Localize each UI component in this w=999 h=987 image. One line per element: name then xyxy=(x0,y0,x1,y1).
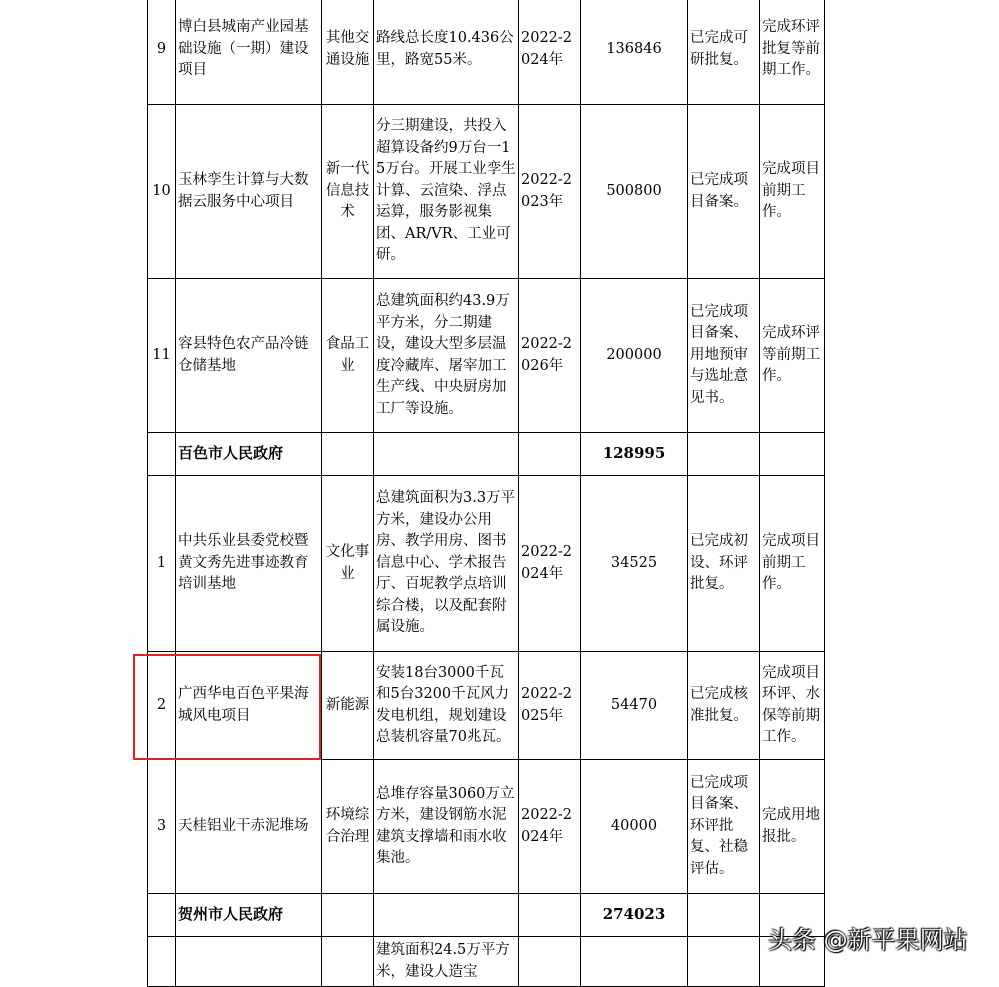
construction-period: 2022-2024年 xyxy=(519,760,581,894)
subtotal-name: 贺州市人民政府 xyxy=(176,894,322,937)
row-number: 11 xyxy=(148,279,176,433)
current-progress: 已完成可研批复。 xyxy=(688,0,760,105)
project-name: 天桂铝业干赤泥堆场 xyxy=(176,760,322,894)
construction-period: 2022-2023年 xyxy=(519,105,581,279)
project-name: 中共乐业县委党校暨黄文秀先进事迹教育培训基地 xyxy=(176,476,322,652)
current-progress: 已完成项目备案、环评批复、社稳评估。 xyxy=(688,760,760,894)
watermark: 头条 @新平果网站 xyxy=(768,926,968,954)
table-row xyxy=(148,760,825,894)
table-row xyxy=(148,279,825,433)
total-investment: 500800 xyxy=(581,105,688,279)
table-row xyxy=(148,937,825,987)
project-name: 玉林孪生计算与大数据云服务中心项目 xyxy=(176,105,322,279)
construction-period: 2022-2024年 xyxy=(519,476,581,652)
project-name: 博白县城南产业园基础设施（一期）建设项目 xyxy=(176,0,322,105)
work-plan: 完成项目前期工作。 xyxy=(760,476,825,652)
project-content: 总建筑面积约43.9万平方米，分二期建设，建设大型多层温度冷藏库、屠宰加工生产线、中央厨房加工厂等设施。 xyxy=(374,279,519,433)
project-content: 总建筑面积为3.3万平方米，建设办公用房、教学用房、图书信息中心、学术报告厅、百坭教学点培训综合楼，以及配套附属设施。 xyxy=(374,476,519,652)
table-row xyxy=(148,105,825,279)
project-category: 文化事业 xyxy=(322,476,374,652)
subtotal-row xyxy=(148,433,825,476)
work-plan: 完成项目环评、水保等前期工作。 xyxy=(760,652,825,760)
current-progress: 已完成初设、环评批复。 xyxy=(688,476,760,652)
table-row xyxy=(148,652,825,760)
work-plan: 完成用地报批。 xyxy=(760,760,825,894)
row-number: 1 xyxy=(148,476,176,652)
work-plan: 完成环评批复等前期工作。 xyxy=(760,0,825,105)
subtotal-row xyxy=(148,894,825,937)
project-table xyxy=(147,0,825,987)
project-category: 新能源 xyxy=(322,652,374,760)
project-name: 广西华电百色平果海城风电项目 xyxy=(176,652,322,760)
table-row xyxy=(148,476,825,652)
subtotal-investment: 128995 xyxy=(581,433,688,476)
project-content: 建筑面积24.5万平方米，建设人造宝 xyxy=(374,937,519,987)
project-category: 新一代信息技术 xyxy=(322,105,374,279)
row-number: 9 xyxy=(148,0,176,105)
total-investment: 40000 xyxy=(581,760,688,894)
current-progress: 已完成项目备案、用地预审与选址意见书。 xyxy=(688,279,760,433)
current-progress: 已完成核准批复。 xyxy=(688,652,760,760)
project-content: 路线总长度10.436公里，路宽55米。 xyxy=(374,0,519,105)
construction-period: 2022-2024年 xyxy=(519,0,581,105)
subtotal-investment: 274023 xyxy=(581,894,688,937)
row-number: 3 xyxy=(148,760,176,894)
project-category: 其他交通设施 xyxy=(322,0,374,105)
project-content: 安装18台3000千瓦和5台3200千瓦风力发电机组，规划建设总装机容量70兆瓦。 xyxy=(374,652,519,760)
row-number: 2 xyxy=(148,652,176,760)
current-progress: 已完成项目备案。 xyxy=(688,105,760,279)
subtotal-name: 百色市人民政府 xyxy=(176,433,322,476)
total-investment: 54470 xyxy=(581,652,688,760)
project-category: 食品工业 xyxy=(322,279,374,433)
project-name: 容县特色农产品冷链仓储基地 xyxy=(176,279,322,433)
table-row xyxy=(148,0,825,105)
total-investment: 34525 xyxy=(581,476,688,652)
project-category: 环境综合治理 xyxy=(322,760,374,894)
total-investment: 136846 xyxy=(581,0,688,105)
work-plan: 完成环评等前期工作。 xyxy=(760,279,825,433)
construction-period: 2022-2025年 xyxy=(519,652,581,760)
project-content: 总堆存容量3060万立方米，建设钢筋水泥建筑支撑墙和雨水收集池。 xyxy=(374,760,519,894)
work-plan: 完成项目前期工作。 xyxy=(760,105,825,279)
row-number: 10 xyxy=(148,105,176,279)
total-investment: 200000 xyxy=(581,279,688,433)
construction-period: 2022-2026年 xyxy=(519,279,581,433)
project-content: 分三期建设，共投入超算设备约9万台一15万台。开展工业孪生计算、云渲染、浮点运算，服务影视集团、AR/VR、工业可研。 xyxy=(374,105,519,279)
